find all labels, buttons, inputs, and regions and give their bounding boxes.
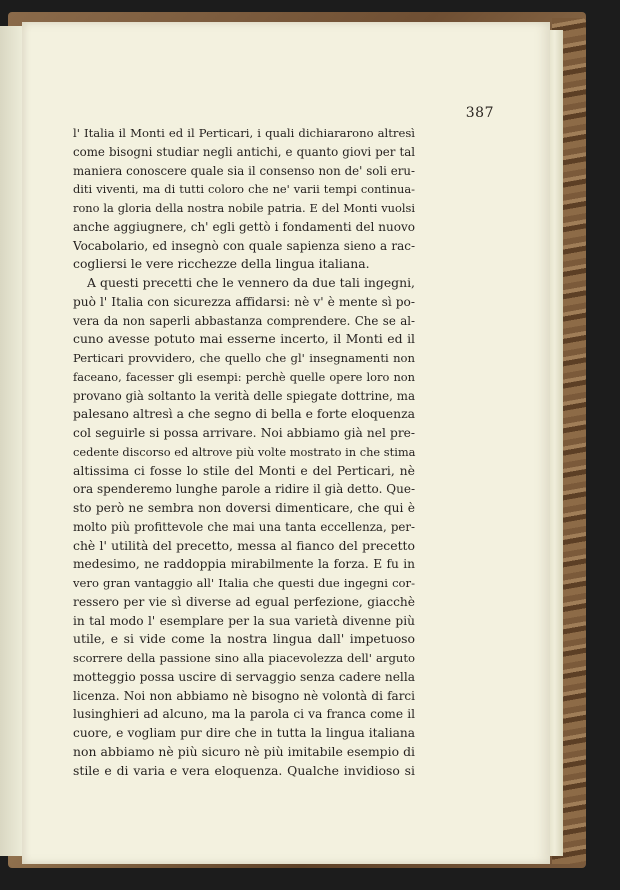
text-line: come bisogni studiar negli antichi, e quanto giovi per tal [73,144,415,159]
text-line: può l' Italia con sicurezza affidarsi: nè v' è mente sì po- [73,294,415,309]
text-line: cuore, e vogliam pur dire che in tutta la lingua italiana [73,726,415,740]
text-line: maniera conoscere quale sia il consenso non de' soli eru- [73,163,415,178]
text-line: col seguirle si possa arrivare. Noi abbiamo già nel pre- [73,426,415,440]
text-line: faceano, facesser gli esempi: perchè quelle opere loro non [73,369,415,384]
text-line: rono la gloria della nostra nobile patria. E del Monti vuolsi [73,201,415,215]
text-line: vero gran vantaggio all' Italia che questi due ingegni cor- [73,576,415,590]
text-line: motteggio possa uscire di servaggio senza cadere nella [73,669,415,684]
text-line: lusinghieri ad alcuno, ma la parola ci va franca come il [73,707,415,722]
text-line: l' Italia il Monti ed il Perticari, i quali dichiararono altresì [73,126,415,140]
text-line: medesimo, ne raddoppia mirabilmente la forza. E fu in [73,557,415,572]
page-number: 387 [465,105,494,121]
text-line: A questi precetti che le vennero da due tali ingegni, [87,275,415,290]
facing-page-edge [0,26,23,856]
text-line: licenza. Noi non abbiamo nè bisogno nè volontà di farci [73,688,415,703]
text-line: cogliersi le vere ricchezze della lingua italiana. [73,256,370,272]
text-line: Perticari provvidero, che quello che gl' insegnamenti non [73,351,415,365]
page-stack-edge [548,30,563,856]
text-line: provano già soltanto la verità delle spiegate dottrine, ma [73,388,415,403]
text-line: cedente discorso ed altrove più volte mostrato in che stima [73,444,416,459]
text-line: diti viventi, ma di tutti coloro che ne' varii tempi continua- [73,182,415,197]
text-line: altissima ci fosse lo stile del Monti e del Perticari, nè [73,462,415,478]
text-line: cuno avesse potuto mai esserne incerto, il Monti ed il [73,331,415,347]
text-line: ora spenderemo lunghe parole a ridire il già detto. Que- [73,482,415,497]
body-text [73,124,415,780]
text-line: Vocabolario, ed insegnò con quale sapienza sieno a rac- [73,238,415,253]
text-line: in tal modo l' esemplare per la sua varietà divenne più [73,613,415,628]
text-line: non abbiamo nè più sicuro nè più imitabile esempio di [73,743,415,759]
text-line: ressero per vie sì diverse ad egual perfezione, giacchè [73,594,415,609]
text-line: scorrere della passione sino alla piacevolezza dell' arguto [73,651,415,665]
text-line: utile, e si vide come la nostra lingua dall' impetuoso [73,631,415,647]
text-line: sto però ne sembra non doversi dimenticare, che qui è [73,501,415,515]
text-line: chè l' utilità del precetto, messa al fianco del precetto [73,537,415,553]
text-line: palesano altresì a che segno di bella e forte eloquenza [73,406,415,422]
text-line: molto più profittevole che mai una tanta eccellenza, per- [73,519,415,534]
text-line: stile e di varia e vera eloquenza. Qualche invidioso si [73,762,415,778]
text-line: vera da non saperli abbastanza comprendere. Che se al- [73,313,415,328]
text-line: anche aggiugnere, ch' egli gettò i fondamenti del nuovo [73,219,415,234]
